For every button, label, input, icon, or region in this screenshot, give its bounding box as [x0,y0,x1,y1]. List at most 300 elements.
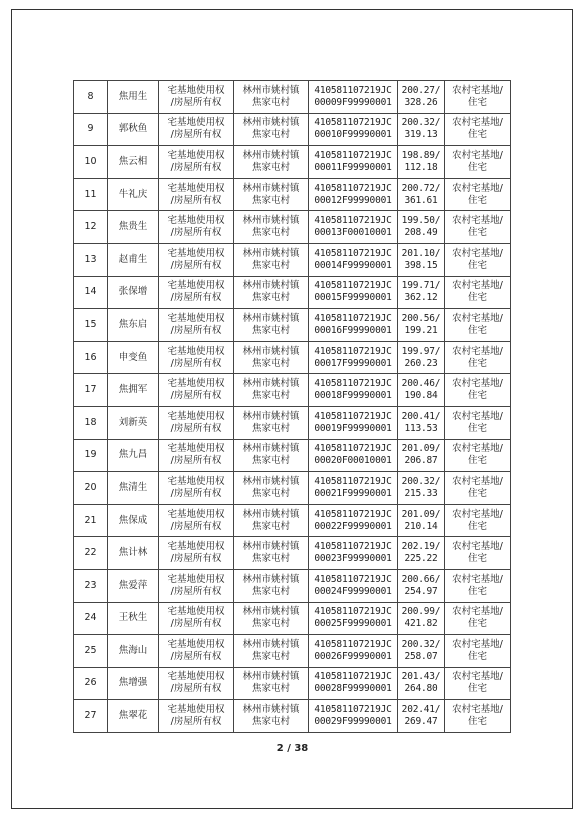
area-line: 113.53 [404,422,438,434]
unit-code-line: 410581107219JC [314,345,392,357]
usage-line: 农村宅基地/ [452,280,503,292]
area-cell [398,504,445,537]
location-line: 焦家屯村 [251,585,290,597]
unit-code-cell [309,635,398,668]
row-number-cell: 21 [74,504,108,537]
row-number-cell: 9 [74,113,108,146]
owner-name-cell: 焦拥军 [108,374,159,407]
usage-line: 住宅 [467,455,487,467]
right-type-line: 宅基地使用权 [167,117,225,129]
area-line: 190.84 [404,390,438,402]
right-type-line: /房屋所有权 [170,585,222,597]
area-cell [398,700,445,733]
row-number-cell: 16 [74,341,108,374]
owner-name-cell: 焦九昌 [108,439,159,472]
area-cell [398,472,445,505]
location-cell [234,602,309,635]
location-cell [234,211,309,244]
usage-line: 住宅 [467,650,487,662]
area-line: 200.32/ [401,117,441,129]
area-cell [398,602,445,635]
location-line: 林州市姚村镇 [242,280,300,292]
area-line: 225.22 [404,553,438,565]
area-cell [398,406,445,439]
owner-name-cell: 焦爱萍 [108,569,159,602]
usage-line: 农村宅基地/ [452,475,503,487]
table-row [74,537,511,570]
area-line: 199.21 [404,324,438,336]
location-line: 林州市姚村镇 [242,410,300,422]
records-table [73,80,511,733]
unit-code-line: 00014F99990001 [314,259,392,271]
right-type-cell [159,439,234,472]
right-type-cell [159,374,234,407]
unit-code-line: 410581107219JC [314,117,392,129]
usage-cell [445,472,511,505]
usage-cell [445,569,511,602]
area-cell [398,635,445,668]
unit-code-line: 410581107219JC [314,149,392,161]
area-line: 200.66/ [401,573,441,585]
row-number-cell: 13 [74,243,108,276]
usage-line: 住宅 [467,390,487,402]
right-type-cell [159,537,234,570]
table-row [74,406,511,439]
usage-line: 农村宅基地/ [452,671,503,683]
owner-name-cell: 焦增强 [108,667,159,700]
owner-name-cell: 焦计林 [108,537,159,570]
right-type-line: 宅基地使用权 [167,508,225,520]
location-cell [234,374,309,407]
location-line: 焦家屯村 [251,96,290,108]
unit-code-line: 00016F99990001 [314,324,392,336]
right-type-line: /房屋所有权 [170,553,222,565]
right-type-line: 宅基地使用权 [167,215,225,227]
unit-code-cell [309,276,398,309]
area-line: 201.09/ [401,508,441,520]
row-number-cell: 18 [74,406,108,439]
unit-code-line: 410581107219JC [314,312,392,324]
area-line: 200.99/ [401,606,441,618]
unit-code-cell [309,700,398,733]
area-line: 200.32/ [401,638,441,650]
right-type-line: 宅基地使用权 [167,280,225,292]
location-line: 焦家屯村 [251,422,290,434]
area-line: 258.07 [404,650,438,662]
area-line: 319.13 [404,129,438,141]
row-number-cell: 22 [74,537,108,570]
usage-line: 农村宅基地/ [452,345,503,357]
area-line: 206.87 [404,455,438,467]
usage-cell [445,537,511,570]
right-type-cell [159,178,234,211]
area-line: 201.09/ [401,443,441,455]
location-cell [234,537,309,570]
records-body [74,81,511,733]
usage-line: 农村宅基地/ [452,149,503,161]
unit-code-line: 410581107219JC [314,606,392,618]
area-line: 198.89/ [401,149,441,161]
area-line: 328.26 [404,96,438,108]
location-cell [234,276,309,309]
right-type-line: /房屋所有权 [170,357,222,369]
unit-code-line: 00015F99990001 [314,292,392,304]
usage-cell [445,602,511,635]
area-cell [398,667,445,700]
usage-cell [445,667,511,700]
location-line: 焦家屯村 [251,455,290,467]
unit-code-line: 410581107219JC [314,410,392,422]
area-cell [398,341,445,374]
table-row [74,667,511,700]
location-line: 林州市姚村镇 [242,573,300,585]
right-type-cell [159,243,234,276]
usage-cell [445,309,511,342]
usage-line: 农村宅基地/ [452,606,503,618]
table-row [74,439,511,472]
usage-cell [445,276,511,309]
unit-code-cell [309,537,398,570]
usage-line: 农村宅基地/ [452,410,503,422]
unit-code-line: 410581107219JC [314,638,392,650]
unit-code-line: 410581107219JC [314,280,392,292]
owner-name-cell: 刘新英 [108,406,159,439]
row-number-cell: 27 [74,700,108,733]
location-cell [234,700,309,733]
row-number-cell: 14 [74,276,108,309]
unit-code-line: 00022F99990001 [314,520,392,532]
right-type-line: /房屋所有权 [170,194,222,206]
unit-code-line: 410581107219JC [314,182,392,194]
owner-name-cell: 焦保成 [108,504,159,537]
unit-code-line: 410581107219JC [314,443,392,455]
area-line: 264.80 [404,683,438,695]
location-cell [234,178,309,211]
usage-line: 住宅 [467,129,487,141]
unit-code-line: 00028F99990001 [314,683,392,695]
unit-code-line: 410581107219JC [314,671,392,683]
right-type-line: /房屋所有权 [170,422,222,434]
right-type-line: 宅基地使用权 [167,541,225,553]
unit-code-line: 00024F99990001 [314,585,392,597]
right-type-line: 宅基地使用权 [167,475,225,487]
usage-line: 住宅 [467,161,487,173]
usage-line: 住宅 [467,227,487,239]
unit-code-line: 00018F99990001 [314,390,392,402]
right-type-line: 宅基地使用权 [167,378,225,390]
usage-cell [445,211,511,244]
right-type-line: 宅基地使用权 [167,704,225,716]
right-type-line: /房屋所有权 [170,716,222,728]
location-line: 焦家屯村 [251,520,290,532]
unit-code-line: 410581107219JC [314,573,392,585]
right-type-line: /房屋所有权 [170,683,222,695]
table-row [74,700,511,733]
right-type-line: 宅基地使用权 [167,410,225,422]
usage-line: 住宅 [467,520,487,532]
area-line: 201.10/ [401,247,441,259]
table-row [74,243,511,276]
table-row [74,635,511,668]
right-type-line: 宅基地使用权 [167,638,225,650]
unit-code-cell [309,667,398,700]
unit-code-cell [309,113,398,146]
unit-code-line: 410581107219JC [314,508,392,520]
unit-code-line: 00013F00010001 [314,227,392,239]
right-type-line: /房屋所有权 [170,161,222,173]
area-cell [398,439,445,472]
area-line: 421.82 [404,618,438,630]
unit-code-line: 00025F99990001 [314,618,392,630]
usage-line: 农村宅基地/ [452,704,503,716]
row-number-cell: 8 [74,81,108,114]
right-type-cell [159,146,234,179]
location-line: 林州市姚村镇 [242,149,300,161]
location-line: 焦家屯村 [251,618,290,630]
row-number-cell: 17 [74,374,108,407]
row-number-cell: 10 [74,146,108,179]
right-type-line: 宅基地使用权 [167,606,225,618]
location-line: 焦家屯村 [251,129,290,141]
location-line: 焦家屯村 [251,324,290,336]
location-line: 焦家屯村 [251,390,290,402]
usage-line: 住宅 [467,259,487,271]
usage-line: 农村宅基地/ [452,312,503,324]
right-type-line: 宅基地使用权 [167,443,225,455]
right-type-line: 宅基地使用权 [167,312,225,324]
usage-line: 农村宅基地/ [452,378,503,390]
usage-line: 住宅 [467,618,487,630]
right-type-line: 宅基地使用权 [167,182,225,194]
area-line: 202.19/ [401,541,441,553]
area-cell [398,146,445,179]
unit-code-line: 00012F99990001 [314,194,392,206]
location-cell [234,667,309,700]
right-type-cell [159,635,234,668]
right-type-cell [159,276,234,309]
location-line: 焦家屯村 [251,553,290,565]
area-line: 200.56/ [401,312,441,324]
location-line: 林州市姚村镇 [242,541,300,553]
unit-code-line: 00029F99990001 [314,716,392,728]
area-cell [398,537,445,570]
right-type-line: /房屋所有权 [170,618,222,630]
usage-line: 住宅 [467,553,487,565]
owner-name-cell: 焦贵生 [108,211,159,244]
right-type-line: /房屋所有权 [170,520,222,532]
owner-name-cell: 焦云相 [108,146,159,179]
usage-cell [445,81,511,114]
owner-name-cell: 郭秋鱼 [108,113,159,146]
location-line: 林州市姚村镇 [242,638,300,650]
location-cell [234,439,309,472]
owner-name-cell: 张保增 [108,276,159,309]
table-row [74,504,511,537]
usage-line: 农村宅基地/ [452,182,503,194]
location-cell [234,81,309,114]
unit-code-line: 00009F99990001 [314,96,392,108]
usage-line: 农村宅基地/ [452,443,503,455]
unit-code-line: 00017F99990001 [314,357,392,369]
location-line: 焦家屯村 [251,161,290,173]
location-line: 林州市姚村镇 [242,345,300,357]
row-number-cell: 19 [74,439,108,472]
row-number-cell: 25 [74,635,108,668]
right-type-line: 宅基地使用权 [167,345,225,357]
unit-code-cell [309,81,398,114]
table-row [74,178,511,211]
row-number-cell: 26 [74,667,108,700]
unit-code-cell [309,569,398,602]
right-type-line: /房屋所有权 [170,292,222,304]
usage-cell [445,406,511,439]
location-cell [234,635,309,668]
location-line: 林州市姚村镇 [242,606,300,618]
area-cell [398,374,445,407]
right-type-line: /房屋所有权 [170,455,222,467]
area-line: 201.43/ [401,671,441,683]
usage-cell [445,178,511,211]
row-number-cell: 20 [74,472,108,505]
area-cell [398,178,445,211]
location-cell [234,243,309,276]
usage-cell [445,243,511,276]
location-line: 林州市姚村镇 [242,704,300,716]
area-line: 398.15 [404,259,438,271]
location-line: 焦家屯村 [251,683,290,695]
right-type-line: /房屋所有权 [170,227,222,239]
unit-code-cell [309,504,398,537]
location-cell [234,504,309,537]
owner-name-cell: 赵甫生 [108,243,159,276]
right-type-cell [159,569,234,602]
location-cell [234,309,309,342]
area-line: 260.23 [404,357,438,369]
unit-code-line: 00010F99990001 [314,129,392,141]
area-cell [398,309,445,342]
usage-cell [445,504,511,537]
right-type-line: /房屋所有权 [170,259,222,271]
table-row [74,602,511,635]
usage-line: 住宅 [467,194,487,206]
owner-name-cell: 牛礼庆 [108,178,159,211]
row-number-cell: 23 [74,569,108,602]
area-line: 362.12 [404,292,438,304]
table-row [74,113,511,146]
usage-line: 农村宅基地/ [452,215,503,227]
right-type-cell [159,504,234,537]
right-type-cell [159,309,234,342]
table-row [74,472,511,505]
unit-code-cell [309,146,398,179]
location-line: 焦家屯村 [251,292,290,304]
area-line: 199.97/ [401,345,441,357]
area-line: 361.61 [404,194,438,206]
location-line: 林州市姚村镇 [242,475,300,487]
page-number: 2 / 38 [276,743,309,754]
location-cell [234,146,309,179]
usage-line: 农村宅基地/ [452,638,503,650]
usage-line: 住宅 [467,487,487,499]
unit-code-line: 00021F99990001 [314,487,392,499]
area-cell [398,569,445,602]
unit-code-cell [309,341,398,374]
unit-code-line: 410581107219JC [314,247,392,259]
table-row [74,341,511,374]
usage-cell [445,146,511,179]
area-cell [398,81,445,114]
unit-code-line: 410581107219JC [314,541,392,553]
row-number-cell: 15 [74,309,108,342]
table-row [74,374,511,407]
usage-line: 农村宅基地/ [452,508,503,520]
unit-code-line: 410581107219JC [314,378,392,390]
usage-cell [445,635,511,668]
usage-cell [445,700,511,733]
location-cell [234,113,309,146]
right-type-cell [159,700,234,733]
area-line: 208.49 [404,227,438,239]
usage-line: 住宅 [467,716,487,728]
area-line: 200.72/ [401,182,441,194]
right-type-cell [159,113,234,146]
location-line: 林州市姚村镇 [242,443,300,455]
right-type-cell [159,602,234,635]
usage-line: 住宅 [467,292,487,304]
unit-code-cell [309,472,398,505]
usage-cell [445,341,511,374]
table-row [74,276,511,309]
location-line: 林州市姚村镇 [242,247,300,259]
unit-code-line: 410581107219JC [314,84,392,96]
unit-code-cell [309,211,398,244]
usage-line: 农村宅基地/ [452,247,503,259]
area-cell [398,243,445,276]
location-cell [234,472,309,505]
table-row [74,569,511,602]
unit-code-line: 00020F00010001 [314,455,392,467]
right-type-line: /房屋所有权 [170,324,222,336]
location-line: 林州市姚村镇 [242,378,300,390]
table-row [74,309,511,342]
right-type-cell [159,406,234,439]
right-type-line: /房屋所有权 [170,390,222,402]
unit-code-cell [309,178,398,211]
unit-code-line: 410581107219JC [314,475,392,487]
owner-name-cell: 焦用生 [108,81,159,114]
unit-code-line: 410581107219JC [314,704,392,716]
location-cell [234,341,309,374]
owner-name-cell: 焦翠花 [108,700,159,733]
owner-name-cell: 王秋生 [108,602,159,635]
right-type-cell [159,472,234,505]
area-line: 254.97 [404,585,438,597]
area-line: 215.33 [404,487,438,499]
location-cell [234,406,309,439]
usage-cell [445,113,511,146]
usage-line: 农村宅基地/ [452,84,503,96]
table-row [74,81,511,114]
unit-code-line: 00019F99990001 [314,422,392,434]
location-line: 林州市姚村镇 [242,215,300,227]
usage-line: 住宅 [467,357,487,369]
location-line: 焦家屯村 [251,259,290,271]
owner-name-cell: 焦清生 [108,472,159,505]
area-line: 269.47 [404,716,438,728]
owner-name-cell: 焦东启 [108,309,159,342]
area-line: 210.14 [404,520,438,532]
usage-cell [445,439,511,472]
